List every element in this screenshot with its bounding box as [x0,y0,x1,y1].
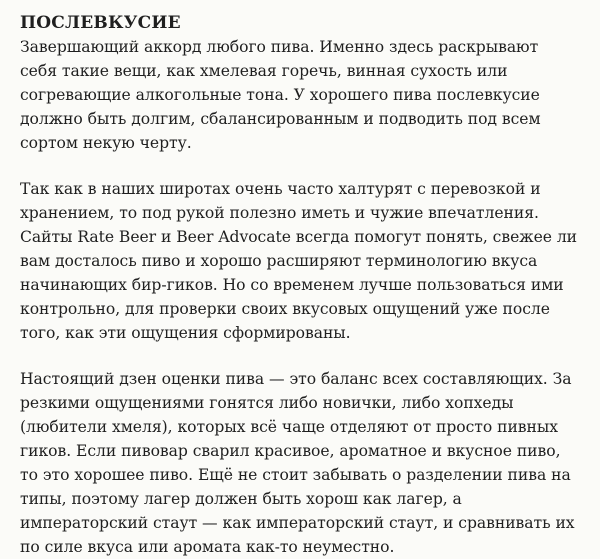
paragraph-spacer [20,155,586,177]
section-heading: ПОСЛЕВКУСИЕ [20,13,181,33]
paragraph-beer-zen: Настоящий дзен оценки пива — это баланс всех составляющих. За резкими ощущениями гонятся либо новички, либо хопхеды (любители хмеля), которых всё чаще отделяют от просто пивных гиков. Если пивовар сварил красивое, ароматное и вкусное пиво, то это хорошее пиво. Ещё не стоит забывать о разделении пива на типы, поэтому лагер должен быть хорош как лагер, а императорский стаут — как императорский стаут, и сравнивать их по силе вкуса или аромата как-то неуместно. [20,370,575,556]
paragraph-external-reviews: Так как в наших широтах очень часто халтурят с перевозкой и хранением, то под рукой полезно иметь и чужие впечатления. Сайты Rate Beer и Beer Advocate всегда помогут понять, свежее ли вам досталось пиво и хорошо расширяют терминологию вкуса начинающих бир-гиков. Но со временем лучше пользоваться ими контрольно, для проверки своих вкусовых ощущений уже после того, как эти ощущения сформированы. [20,180,578,342]
paragraph-aftertaste: Завершающий аккорд любого пива. Именно здесь раскрывают себя такие вещи, как хмелевая горечь, винная сухость или согревающие алкогольные тона. У хорошего пива послевкусие должно быть долгим, сбалансированным и подводить под всем сортом некую черту. [20,38,541,152]
paragraph-spacer [20,345,586,367]
